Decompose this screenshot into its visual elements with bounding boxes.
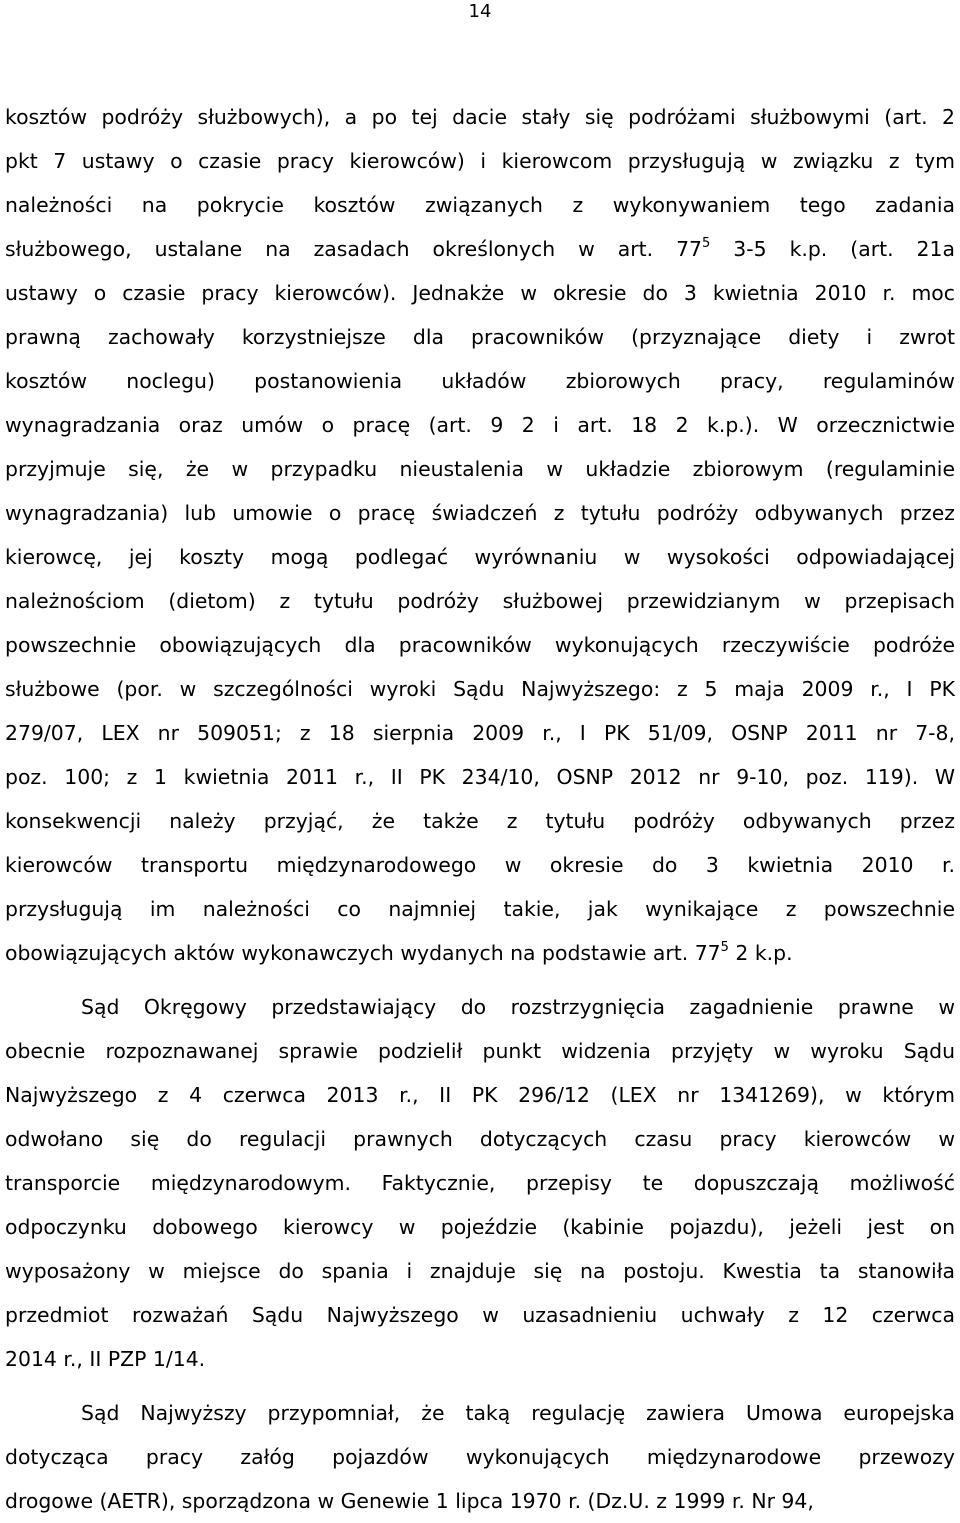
text-line: poz. 100; z 1 kwietnia 2011 r., II PK 234/10, OSNP 2012 nr 9-10, poz. 119). W — [5, 765, 955, 789]
text-line: przedmiot rozważań Sądu Najwyższego w uzasadnieniu uchwały z 12 czerwca — [5, 1303, 955, 1327]
page-number: 14 — [468, 1, 492, 22]
text-line: kosztów noclegu) postanowienia układów zbiorowych pracy, regulaminów — [5, 369, 955, 393]
text-line: odpoczynku dobowego kierowcy w pojeździe (kabinie pojazdu), jeżeli jest on — [5, 1215, 955, 1239]
superscript: 5 — [720, 940, 729, 955]
paragraph — [5, 95, 955, 975]
paragraph — [5, 985, 955, 1381]
text-line: prawną zachowały korzystniejsze dla pracowników (przyznające diety i zwrot — [5, 325, 955, 349]
text-line: przysługują im należności co najmniej takie, jak wynikające z powszechnie — [5, 897, 955, 921]
text-line: obowiązujących aktów wykonawczych wydanych na podstawie art. $77^5$ 2 k.p. — [5, 940, 793, 965]
text-line: wyposażony w miejsce do spania i znajduje się na postoju. Kwestia ta stanowiła — [5, 1259, 955, 1283]
text-line: transporcie międzynarodowym. Faktycznie, przepisy te dopuszczają możliwość — [5, 1171, 955, 1195]
superscript: 5 — [702, 236, 711, 251]
text-line: Sąd Najwyższy przypomniał, że taką regulację zawiera Umowa europejska — [81, 1401, 955, 1425]
text-line: wynagradzania oraz umów o pracę (art. 9 2 i art. 18 2 k.p.). W orzecznictwie — [5, 413, 955, 437]
text-line: obecnie rozpoznawanej sprawie podzielił punkt widzenia przyjęty w wyroku Sądu — [5, 1039, 955, 1063]
text-line: Sąd Okręgowy przedstawiający do rozstrzygnięcia zagadnienie prawne w — [81, 995, 955, 1019]
text-line: kierowców transportu międzynarodowego w okresie do 3 kwietnia 2010 r. — [5, 853, 955, 877]
text-line: konsekwencji należy przyjąć, że także z tytułu podróży odbywanych przez — [5, 809, 955, 833]
paragraph — [5, 1391, 955, 1523]
text-line: drogowe (AETR), sporządzona w Genewie 1 lipca 1970 r. (Dz.U. z 1999 r. Nr 94, — [5, 1489, 814, 1513]
text-line: 279/07, LEX nr 509051; z 18 sierpnia 2009 r., I PK 51/09, OSNP 2011 nr 7-8, — [5, 721, 955, 745]
text-line: powszechnie obowiązujących dla pracowników wykonujących rzeczywiście podróże — [5, 633, 955, 657]
text-line: przyjmuje się, że w przypadku nieustalenia w układzie zbiorowym (regulaminie — [5, 457, 955, 481]
text-line: służbowego, ustalane na zasadach określonych w art. $77^5$ 3-5 k.p. (art. 21a — [5, 236, 955, 261]
text-line: kosztów podróży służbowych), a po tej dacie stały się podróżami służbowymi (art. 2 — [5, 105, 955, 129]
text-line: Najwyższego z 4 czerwca 2013 r., II PK 296/12 (LEX nr 1341269), w którym — [5, 1083, 955, 1107]
text-line: wynagradzania) lub umowie o pracę świadczeń z tytułu podróży odbywanych przez — [5, 501, 955, 525]
text-line: należności na pokrycie kosztów związanych z wykonywaniem tego zadania — [5, 193, 955, 217]
text-line: kierowcę, jej koszty mogą podlegać wyrównaniu w wysokości odpowiadającej — [5, 545, 955, 569]
text-line: pkt 7 ustawy o czasie pracy kierowców) i kierowcom przysługują w związku z tym — [5, 149, 955, 173]
text-line: 2014 r., II PZP 1/14. — [5, 1347, 206, 1371]
text-line: dotycząca pracy załóg pojazdów wykonujących międzynarodowe przewozy — [5, 1445, 955, 1469]
text-line: służbowe (por. w szczególności wyroki Sądu Najwyższego: z 5 maja 2009 r., I PK — [5, 677, 955, 701]
document-body — [5, 95, 955, 1523]
text-line: odwołano się do regulacji prawnych dotyczących czasu pracy kierowców w — [5, 1127, 955, 1151]
text-line: należnościom (dietom) z tytułu podróży służbowej przewidzianym w przepisach — [5, 589, 955, 613]
text-line: ustawy o czasie pracy kierowców). Jednakże w okresie do 3 kwietnia 2010 r. moc — [5, 281, 955, 305]
